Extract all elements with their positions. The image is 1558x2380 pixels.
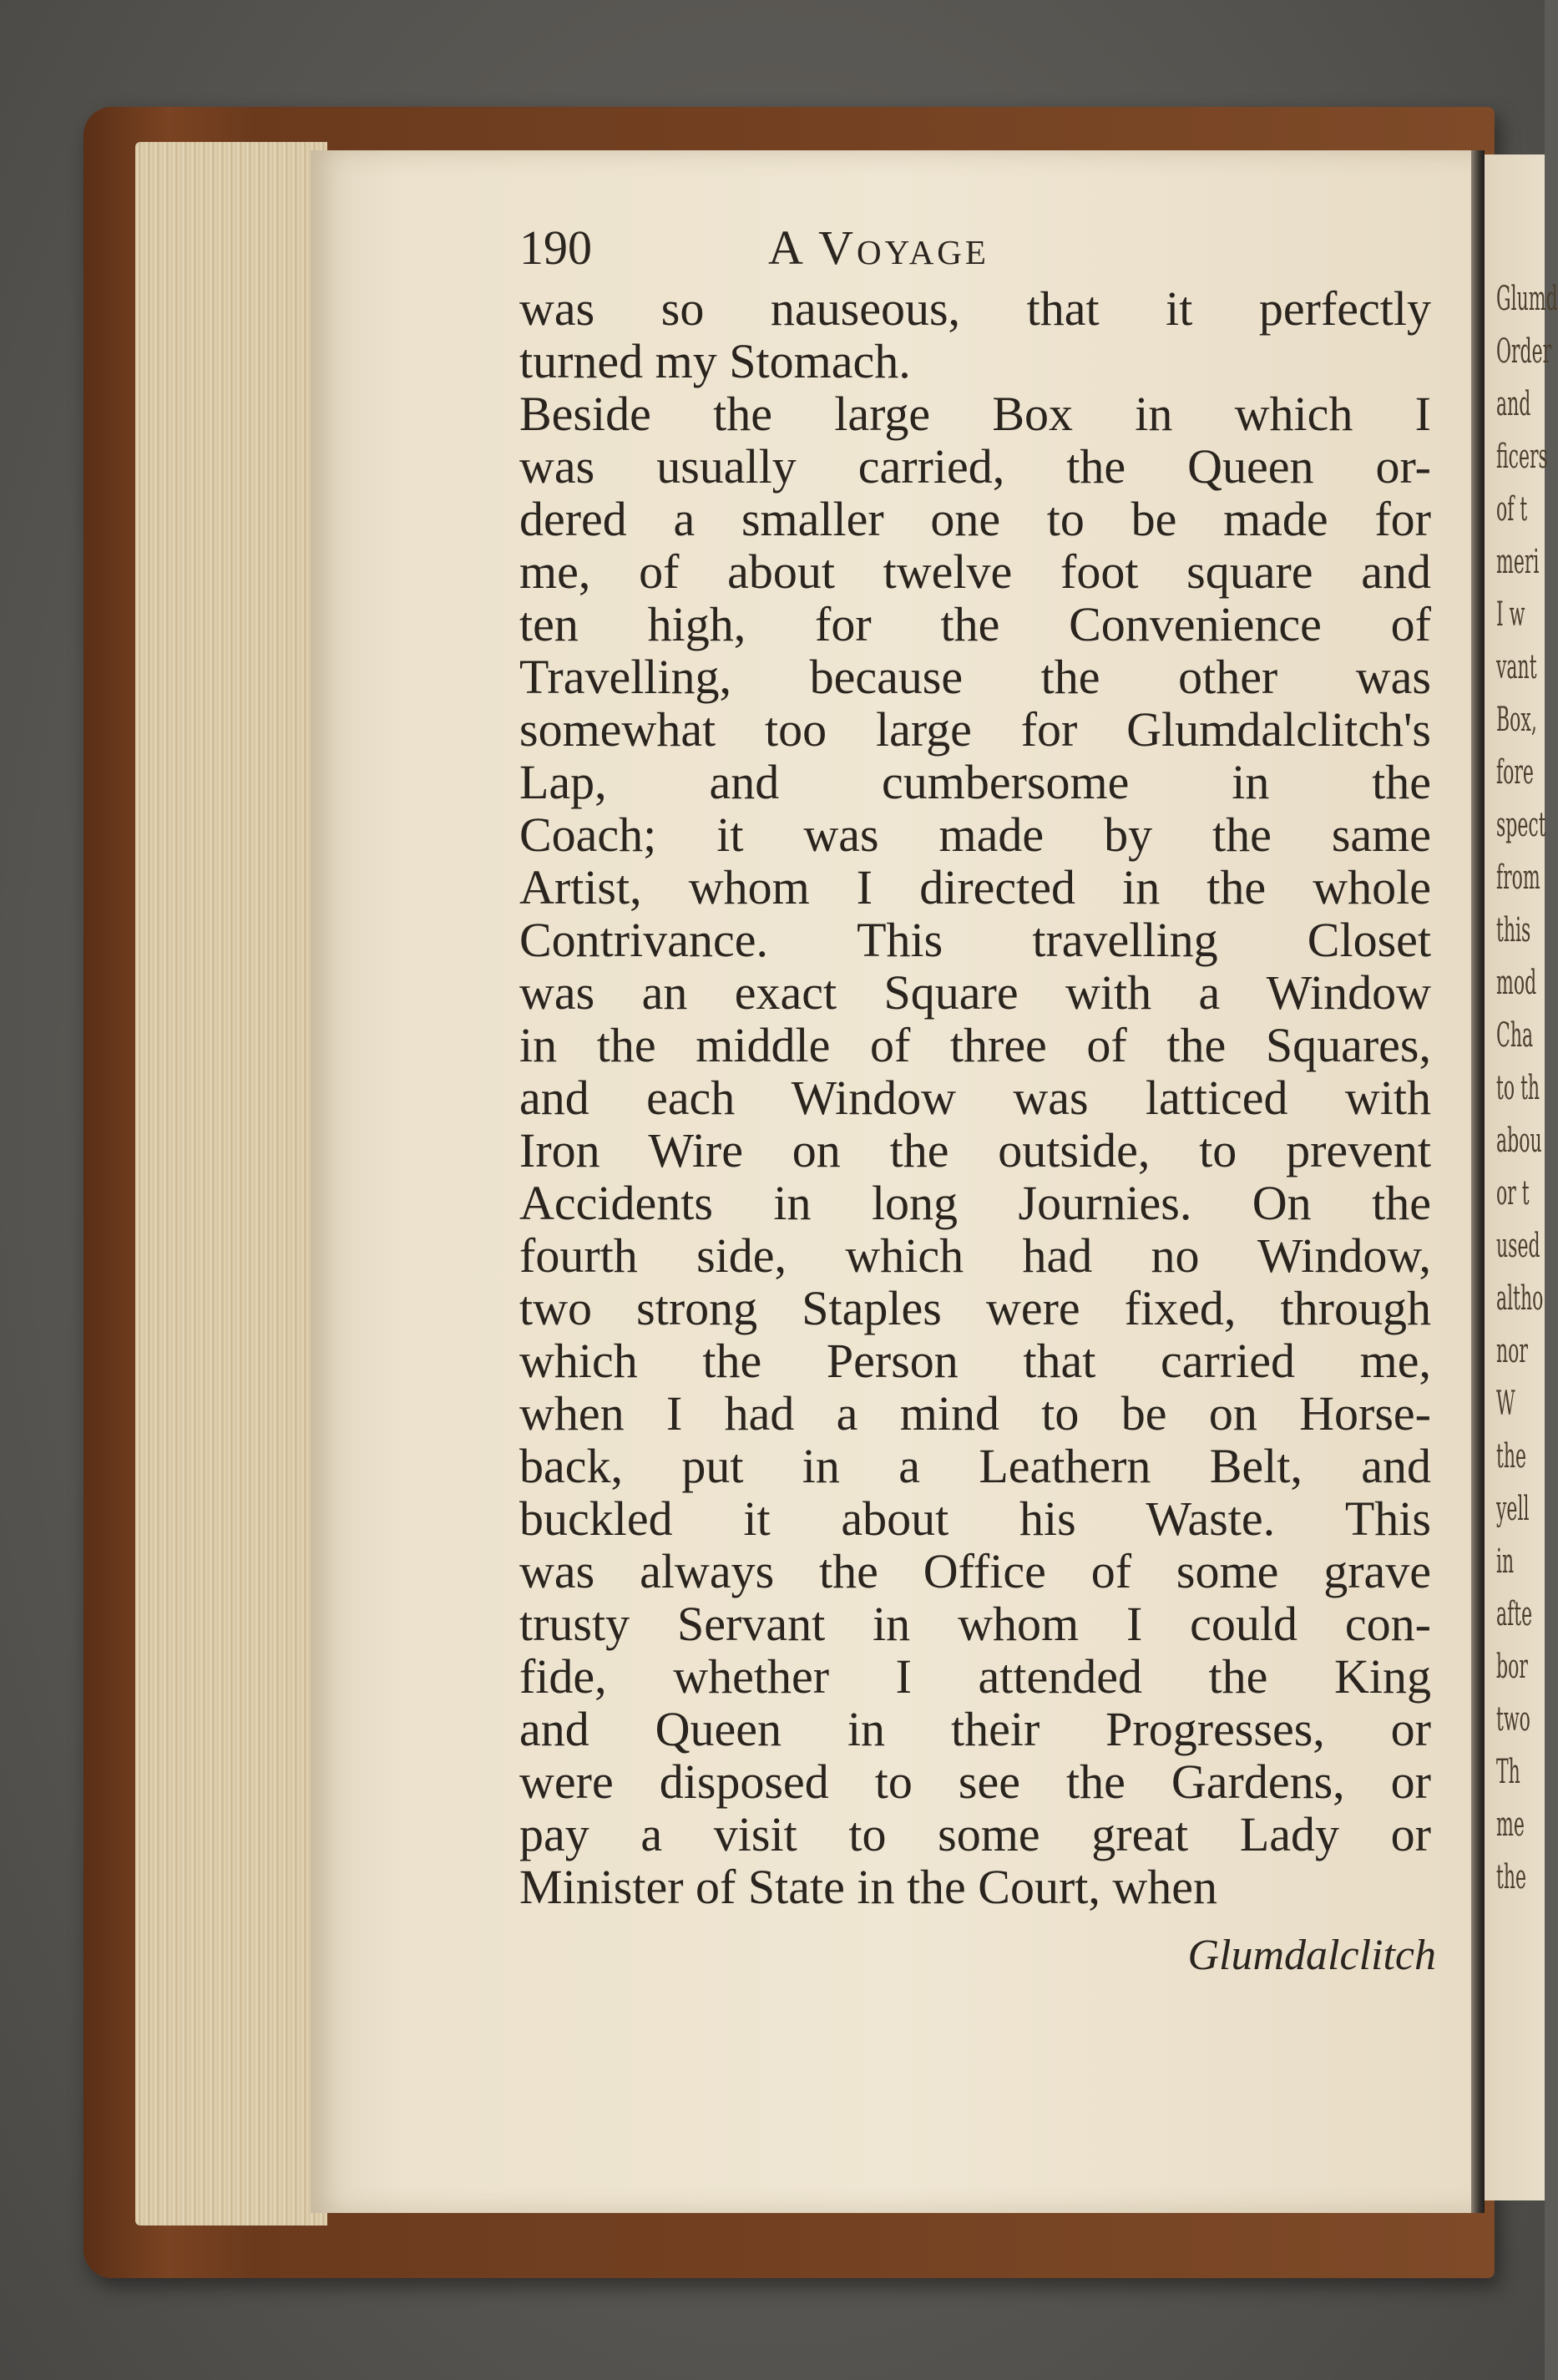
text-line: Travelling, because the other was — [519, 650, 1431, 704]
facing-page-fragment: ficers — [1496, 438, 1548, 476]
text-line: when I had a mind to be on Horse- — [519, 1386, 1431, 1441]
facing-page — [1485, 154, 1558, 2200]
facing-page-fragment: meri — [1496, 543, 1540, 581]
text-line: dered a smaller one to be made for — [519, 492, 1431, 546]
facing-page-fragment: Box, — [1496, 701, 1537, 739]
facing-page-fragment: fore — [1496, 753, 1534, 792]
text-line: fide, whether I attended the King — [519, 1649, 1431, 1704]
text-line: buckled it about his Waste. This — [519, 1491, 1431, 1546]
text-line: and Queen in their Progresses, or — [519, 1702, 1431, 1756]
text-line: Artist, whom I directed in the whole — [519, 860, 1431, 914]
text-line: and each Window was latticed with — [519, 1071, 1431, 1125]
text-line: was an exact Square with a Window — [519, 965, 1431, 1020]
facing-page-fragment: of t — [1496, 490, 1528, 529]
facing-page-fragment: me — [1496, 1805, 1525, 1844]
text-line: ten high, for the Convenience of — [519, 597, 1431, 651]
facing-page-fragment: spect — [1496, 806, 1546, 844]
facing-page-fragment: in — [1496, 1542, 1515, 1581]
page-number: 190 — [519, 220, 592, 275]
running-head — [768, 220, 989, 276]
facing-page-fragment: I w — [1496, 595, 1525, 634]
text-line: trusty Servant in whom I could con- — [519, 1597, 1431, 1651]
facing-page-fragment: Cha — [1496, 1016, 1534, 1055]
text-line: Iron Wire on the outside, to prevent — [519, 1123, 1431, 1177]
text-line: me, of about twelve foot square and — [519, 544, 1431, 599]
text-line: was so nauseous, that it perfectly — [519, 281, 1431, 336]
facing-page-fragment: Order — [1496, 332, 1552, 371]
text-line: Accidents in long Journies. On the — [519, 1176, 1431, 1230]
facing-page-fragment: abou — [1496, 1122, 1542, 1160]
facing-page-fragment: to th — [1496, 1069, 1540, 1107]
text-line: two strong Staples were fixed, through — [519, 1281, 1431, 1335]
facing-page-fragment: altho — [1496, 1279, 1544, 1318]
facing-page-fragment: the — [1496, 1437, 1527, 1476]
text-line: Coach; it was made by the same — [519, 808, 1431, 862]
text-block — [519, 282, 1431, 1913]
facing-page-fragment: two — [1496, 1700, 1530, 1739]
facing-page-fragment: the — [1496, 1858, 1527, 1896]
text-line: pay a visit to some great Lady or — [519, 1807, 1431, 1861]
text-line: turned my Stomach. — [519, 334, 911, 388]
page-edges — [135, 142, 327, 2226]
facing-page-fragment: Glumd — [1496, 280, 1558, 318]
facing-page-fragment: and — [1496, 385, 1531, 423]
facing-page-fragment: or t — [1496, 1174, 1530, 1213]
text-line: fourth side, which had no Window, — [519, 1228, 1431, 1283]
facing-page-fragment: yell — [1496, 1490, 1530, 1528]
facing-page-fragment: used — [1496, 1227, 1540, 1265]
text-line: was always the Office of some grave — [519, 1544, 1431, 1598]
facing-page-fragment: afte — [1496, 1595, 1533, 1633]
text-line: Lap, and cumbersome in the — [519, 755, 1431, 809]
text-line: in the middle of three of the Squares, — [519, 1018, 1431, 1072]
text-line: Minister of State in the Court, when — [519, 1860, 1218, 1914]
facing-page-fragment: Th — [1496, 1753, 1520, 1791]
text-line: which the Person that carried me, — [519, 1334, 1431, 1388]
text-line: was usually carried, the Queen or- — [519, 439, 1431, 494]
text-line: Beside the large Box in which I — [519, 387, 1431, 441]
text-line: were disposed to see the Gardens, or — [519, 1755, 1431, 1809]
text-line: back, put in a Leathern Belt, and — [519, 1439, 1431, 1493]
gutter — [1471, 150, 1485, 2213]
facing-page-fragment: nor — [1496, 1332, 1528, 1370]
facing-page-fragment: mod — [1496, 964, 1537, 1002]
running-head-text: A Voyage — [768, 220, 989, 275]
facing-page-fragment: vant — [1496, 648, 1537, 686]
facing-page-fragment: bor — [1496, 1648, 1528, 1686]
text-line: Contrivance. This travelling Closet — [519, 913, 1431, 967]
facing-page-fragment: W — [1496, 1385, 1515, 1423]
facing-page-fragment: this — [1496, 911, 1531, 949]
facing-page-fragment: from — [1496, 858, 1540, 897]
text-line: somewhat too large for Glumdalclitch's — [519, 702, 1431, 757]
catchword: Glumdalclitch — [1187, 1932, 1436, 1979]
